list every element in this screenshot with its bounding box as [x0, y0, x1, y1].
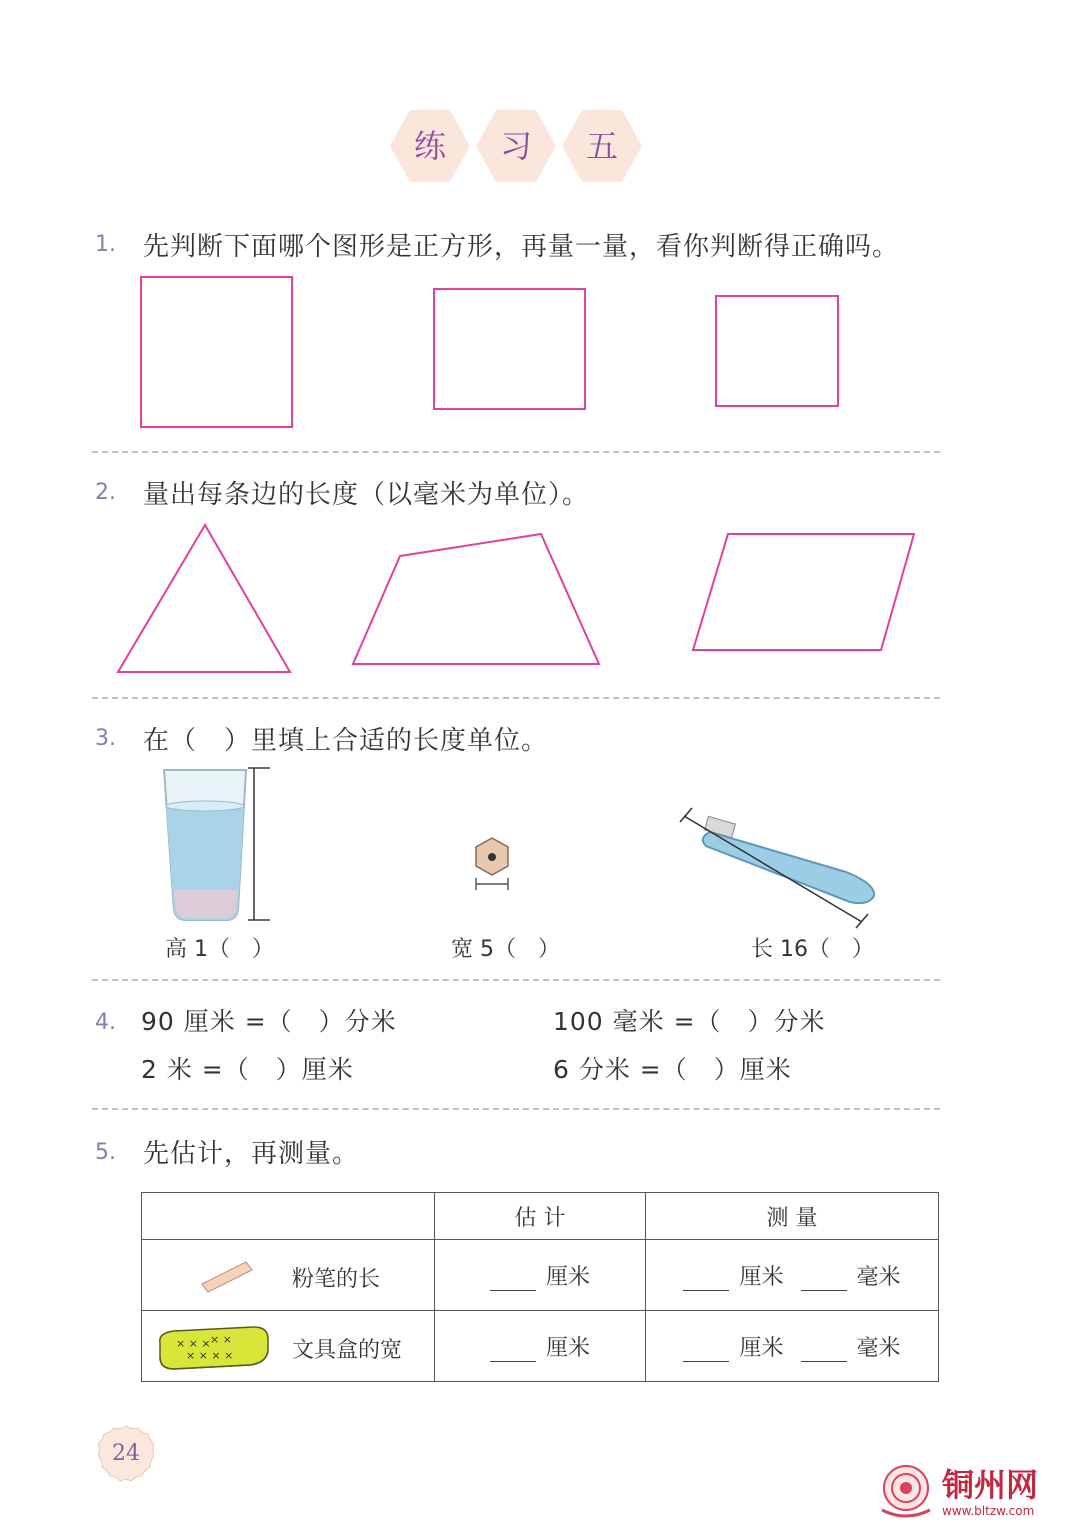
q5-text: 先估计，再测量。: [143, 1139, 360, 1169]
toothbrush-caption: 长 16（ ）: [751, 937, 874, 962]
square-candidate-1: [141, 277, 292, 427]
title-char: 练: [413, 127, 446, 165]
triangle-shape: [118, 525, 290, 672]
title-char: 习: [499, 127, 532, 165]
estimate-cell: [435, 1311, 646, 1382]
title-char: 五: [585, 127, 618, 165]
equation: 2 米 =（ ）厘米: [141, 1055, 354, 1084]
equation: 90 厘米 =（ ）分米: [141, 1007, 397, 1036]
table-row: [142, 1240, 939, 1311]
watermark-name: 铜州网: [942, 1466, 1039, 1504]
table-header-estimate: 估 计: [435, 1193, 646, 1240]
watermark: [878, 1460, 1078, 1526]
answer-blank[interactable]: [801, 1270, 847, 1291]
svg-text:× × ×: × × ×: [176, 1337, 211, 1350]
pencil-case-icon: [154, 1321, 274, 1373]
unit-label: 毫米: [856, 1335, 901, 1361]
separator: [92, 451, 940, 453]
unit-label: 厘米: [739, 1335, 784, 1361]
glass-illustration: [150, 760, 280, 930]
unit-label: 厘米: [545, 1335, 590, 1361]
table-header-measure: 测 量: [646, 1193, 939, 1240]
separator: [92, 697, 940, 699]
table-header-empty: [142, 1193, 435, 1240]
toothbrush-illustration: [670, 780, 890, 930]
unit-label: 厘米: [739, 1264, 784, 1290]
answer-blank[interactable]: [490, 1341, 536, 1362]
table-row-label-cell: [142, 1240, 435, 1311]
q2-number: 2.: [95, 480, 116, 505]
square-candidate-3: [716, 296, 838, 406]
unit-label: 厘米: [545, 1264, 590, 1290]
separator: [92, 979, 940, 981]
page-number-badge: [96, 1424, 156, 1484]
table-row: [142, 1311, 939, 1382]
q5-number: 5.: [95, 1140, 116, 1165]
q4-number: 4.: [95, 1010, 116, 1035]
unit-label: 毫米: [856, 1264, 901, 1290]
equation: 100 毫米 =（ ）分米: [553, 1007, 826, 1036]
equation: 6 分米 =（ ）厘米: [553, 1055, 792, 1084]
row-label: 粉笔的长: [292, 1267, 381, 1292]
pencil-end-illustration: [470, 836, 514, 896]
watermark-logo-icon: [878, 1462, 938, 1522]
measure-cell: [646, 1240, 939, 1311]
answer-blank[interactable]: [683, 1341, 729, 1362]
q2-shapes: [0, 500, 1080, 690]
svg-text:× ×: × ×: [210, 1333, 232, 1346]
measure-cell: [646, 1311, 939, 1382]
trapezoid-shape: [353, 534, 599, 664]
separator: [92, 1108, 940, 1110]
q3-number: 3.: [95, 726, 116, 751]
table-row-label-cell: [142, 1311, 435, 1382]
table-header-row: [142, 1193, 939, 1240]
glass-caption: 高 1（ ）: [165, 937, 274, 962]
q1-text: 先判断下面哪个图形是正方形，再量一量，看你判断得正确吗。: [143, 232, 900, 262]
row-label: 文具盒的宽: [292, 1338, 403, 1363]
answer-blank[interactable]: [490, 1270, 536, 1291]
answer-blank[interactable]: [683, 1270, 729, 1291]
q3-text: 在（ ）里填上合适的长度单位。: [143, 726, 549, 756]
q2-text: 量出每条边的长度（以毫米为单位）。: [143, 480, 590, 510]
answer-blank[interactable]: [801, 1341, 847, 1362]
parallelogram-shape: [693, 534, 914, 650]
page-number: 24: [112, 1441, 140, 1466]
estimate-measure-table: [141, 1192, 939, 1382]
pencil-caption: 宽 5（ ）: [451, 937, 560, 962]
estimate-cell: [435, 1240, 646, 1311]
svg-text:× × × ×: × × × ×: [186, 1349, 234, 1362]
q1-shapes: [0, 0, 1080, 440]
chalk-icon: [198, 1254, 258, 1294]
square-candidate-2: [434, 289, 585, 409]
watermark-url: www.bltzw.com: [942, 1504, 1035, 1518]
q1-number: 1.: [95, 232, 116, 257]
